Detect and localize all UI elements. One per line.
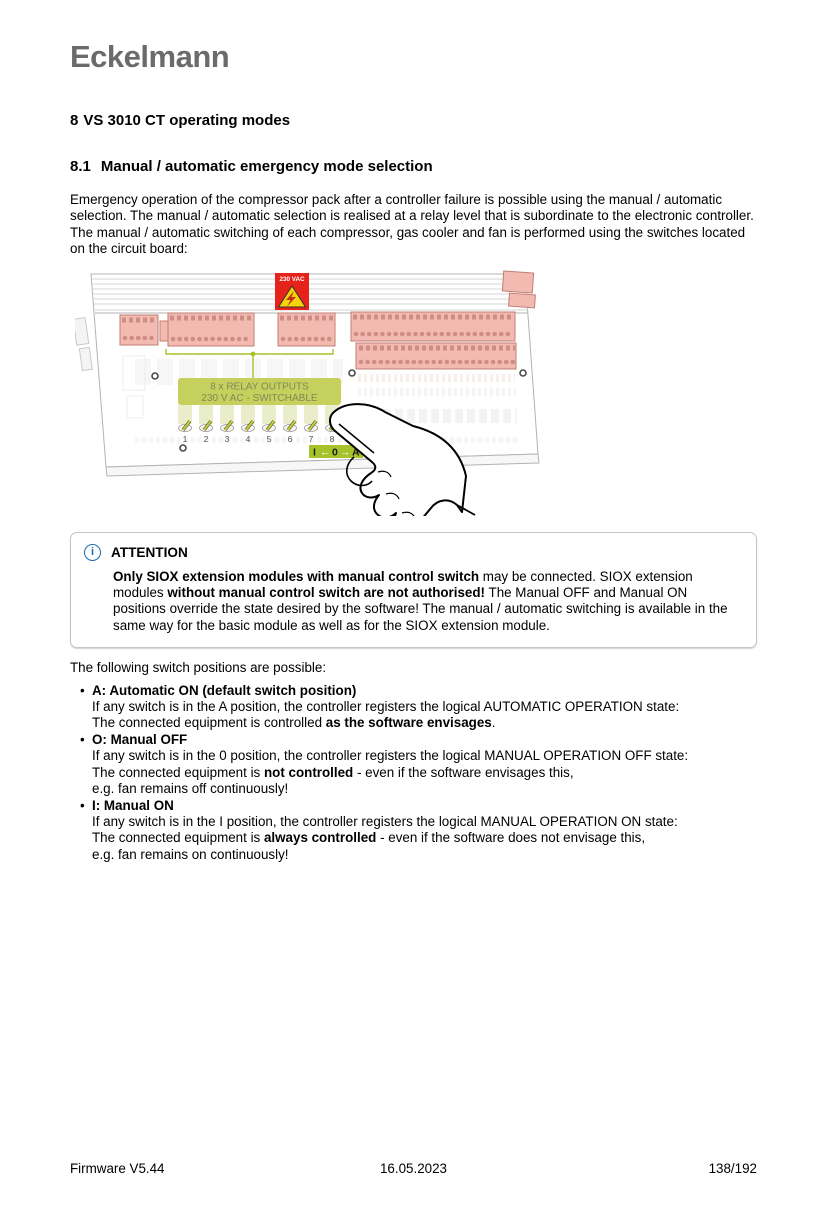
chapter-heading <box>70 112 757 130</box>
item-line <box>92 715 757 731</box>
eckelmann-logo: Eckelmann <box>70 39 230 74</box>
attention-text-1: may be connected. SIOX extension modules <box>113 568 693 601</box>
circuit-board-figure <box>75 266 545 516</box>
item-bold-text: not controlled <box>263 764 354 780</box>
switch-position-item-a <box>92 683 757 732</box>
voltage-warning-label <box>275 273 309 310</box>
item-text: - even if the software does not envisage this, <box>376 830 646 846</box>
relay-label-line2: 230 V AC - SWITCHABLE <box>201 392 318 404</box>
switch-number: 1 <box>182 433 188 444</box>
switch-number: 7 <box>308 433 314 444</box>
item-bold-text: always controlled <box>263 830 377 846</box>
circuit-board-illustration <box>75 266 545 516</box>
item-text: - even if the software envisages this, <box>353 764 574 780</box>
item-bold-text: as the software envisages <box>325 715 492 731</box>
section-title: Manual / automatic emergency mode selection <box>100 158 433 175</box>
section-heading <box>70 158 757 176</box>
intro-text-2: The manual / automatic switching of each compressor, gas cooler and fan is performed using the switches located on the circuit board: <box>70 224 746 257</box>
attention-title: ATTENTION <box>111 544 188 560</box>
switch-number: 2 <box>203 433 209 444</box>
chapter-title: VS 3010 CT operating modes <box>83 112 291 129</box>
relay-label-line1: 8 x RELAY OUTPUTS <box>210 381 309 393</box>
intro-text-1: Emergency operation of the compressor pack after a controller failure is possible using the manual / automatic selection. The manual / automatic selection is realised at a relay level that is subordinate to the electronic controller. <box>70 192 754 224</box>
item-text: The connected equipment is controlled <box>92 715 326 731</box>
attention-box <box>70 532 757 649</box>
chapter-number: 8 <box>70 112 79 129</box>
footer-page-number: 138/192 <box>708 1161 757 1176</box>
item-title: • O: Manual OFF <box>92 731 188 747</box>
switch-positions-intro: The following switch positions are possible: <box>70 660 327 676</box>
item-line: If any switch is in the A position, the controller registers the logical AUTOMATIC OPERATION state: <box>92 699 680 715</box>
attention-body <box>113 569 742 635</box>
attention-bold-1: Only SIOX extension modules with manual control switch <box>113 568 480 584</box>
svg-text:I ← 0: I ← 0 → A <box>313 446 360 459</box>
item-line: If any switch is in the 0 position, the controller registers the logical MANUAL OPERATION OFF state: <box>92 748 689 764</box>
switch-positions-list <box>70 683 757 863</box>
switch-number: 3 <box>224 433 230 444</box>
voltage-warning-text: 230 VAC <box>279 275 305 283</box>
item-line: e.g. fan remains off continuously! <box>92 781 289 797</box>
footer-firmware-version: Firmware V5.44 <box>70 1161 165 1176</box>
document-page <box>0 40 827 863</box>
section-number: 8.1 <box>70 158 91 175</box>
item-line <box>92 765 757 781</box>
item-text: The connected equipment is <box>92 830 264 846</box>
item-line: If any switch is in the I position, the controller registers the logical MANUAL OPERATION ON state: <box>92 813 678 829</box>
footer-date: 16.05.2023 <box>379 1161 448 1176</box>
switch-number: 4 <box>245 433 251 444</box>
item-title: • A: Automatic ON (default switch position) <box>92 682 357 698</box>
side-connector <box>75 317 92 370</box>
relay-outputs-label <box>178 378 341 405</box>
attention-text-2: The Manual OFF and Manual ON positions override the state desired by the software! The manual / automatic switching is available in the same way for the basic module as well as for the SIOX extension module. <box>113 585 728 633</box>
attention-bold-2: without manual control switch are not authorised! <box>167 585 486 601</box>
switch-position-item-o <box>92 732 757 798</box>
attention-header <box>84 544 742 561</box>
switch-number: 6 <box>287 433 293 444</box>
switch-number: 8 <box>329 433 335 444</box>
intro-paragraph <box>70 192 757 258</box>
item-line: e.g. fan remains on continuously! <box>92 846 289 862</box>
item-title: • I: Manual ON <box>92 797 174 813</box>
item-text: The connected equipment is <box>92 764 264 780</box>
item-line <box>92 830 757 846</box>
info-icon: i <box>84 544 101 561</box>
switch-number: 5 <box>266 433 272 444</box>
item-text: . <box>491 715 496 731</box>
switch-position-item-i <box>92 798 757 864</box>
